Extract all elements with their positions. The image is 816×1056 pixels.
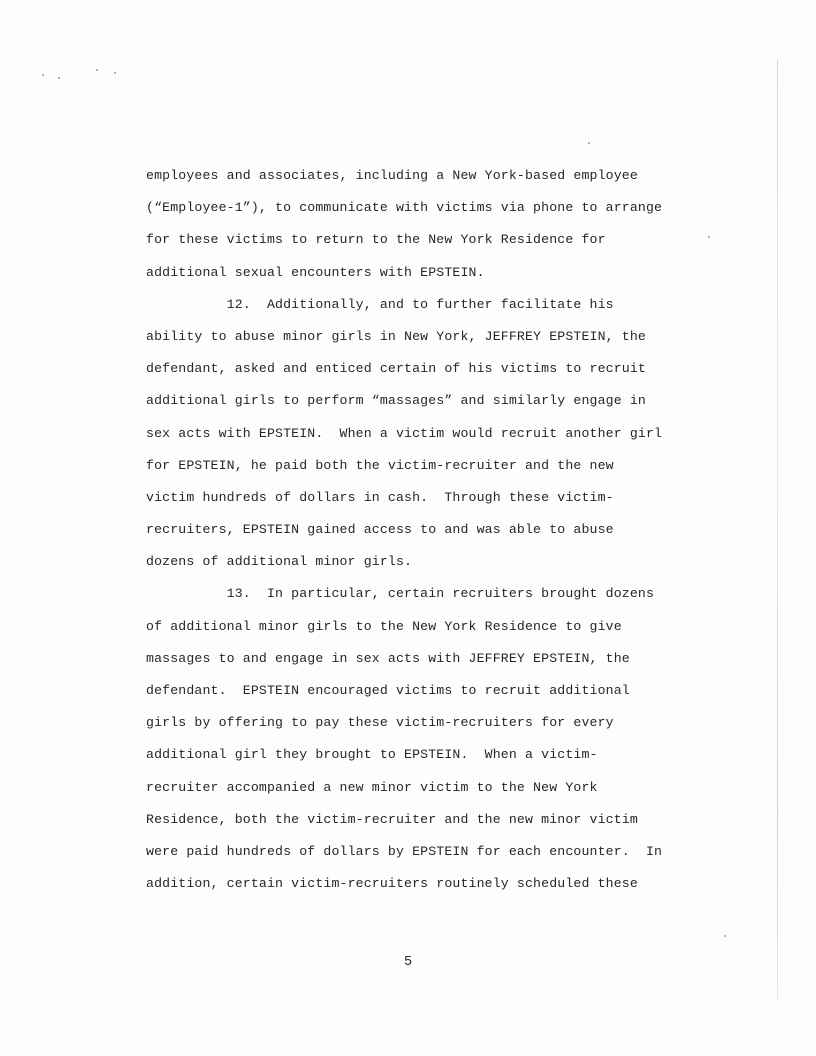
text-line: victim hundreds of dollars in cash. Through these victim- xyxy=(146,489,614,505)
scan-speck xyxy=(96,69,98,71)
text-line: defendant. EPSTEIN encouraged victims to recruit additional xyxy=(146,683,630,698)
text-line: defendant, asked and enticed certain of his victims to recruit xyxy=(146,361,646,377)
scan-speck xyxy=(58,77,60,79)
scan-speck xyxy=(42,74,44,76)
text-line: for these victims to return to the New York Residence for xyxy=(146,232,606,248)
text-line: massages to and engage in sex acts with JEFFREY EPSTEIN, the xyxy=(146,650,630,666)
text-line: girls by offering to pay these victim-recruiters for every xyxy=(146,715,614,731)
scan-edge xyxy=(777,60,778,1000)
text-line: for EPSTEIN, he paid both the victim-recruiter and the new xyxy=(146,457,614,473)
scan-speck xyxy=(724,935,726,937)
text-line: sex acts with EPSTEIN. When a victim would recruit another girl xyxy=(146,425,663,441)
paragraph-13-start: 13. In particular, certain recruiters brought dozens xyxy=(146,586,655,602)
body-text xyxy=(146,160,706,900)
text-line: recruiters, EPSTEIN gained access to and was able to abuse xyxy=(146,522,614,538)
scan-speck xyxy=(114,72,116,74)
page-number: 5 xyxy=(403,955,413,970)
text-line: (“Employee-1”), to communicate with victims via phone to arrange xyxy=(146,200,663,216)
text-line: recruiter accompanied a new minor victim to the New York xyxy=(146,779,598,795)
text-line: ability to abuse minor girls in New York, JEFFREY EPSTEIN, the xyxy=(146,328,646,344)
scan-speck xyxy=(708,236,710,238)
paragraph-12-start: 12. Additionally, and to further facilitate his xyxy=(146,296,614,312)
text-line: employees and associates, including a New York-based employee xyxy=(146,168,638,183)
text-line: were paid hundreds of dollars by EPSTEIN for each encounter. In xyxy=(146,843,663,859)
text-line: addition, certain victim-recruiters routinely scheduled these xyxy=(146,876,638,892)
text-line: additional girl they brought to EPSTEIN. When a victim- xyxy=(146,747,598,763)
text-line: of additional minor girls to the New York Residence to give xyxy=(146,618,622,634)
text-line: dozens of additional minor girls. xyxy=(146,554,413,570)
text-line: additional sexual encounters with EPSTEIN. xyxy=(146,264,485,280)
text-line: Residence, both the victim-recruiter and the new minor victim xyxy=(146,811,638,827)
scan-speck xyxy=(588,142,590,144)
text-line: additional girls to perform “massages” and similarly engage in xyxy=(146,393,646,409)
